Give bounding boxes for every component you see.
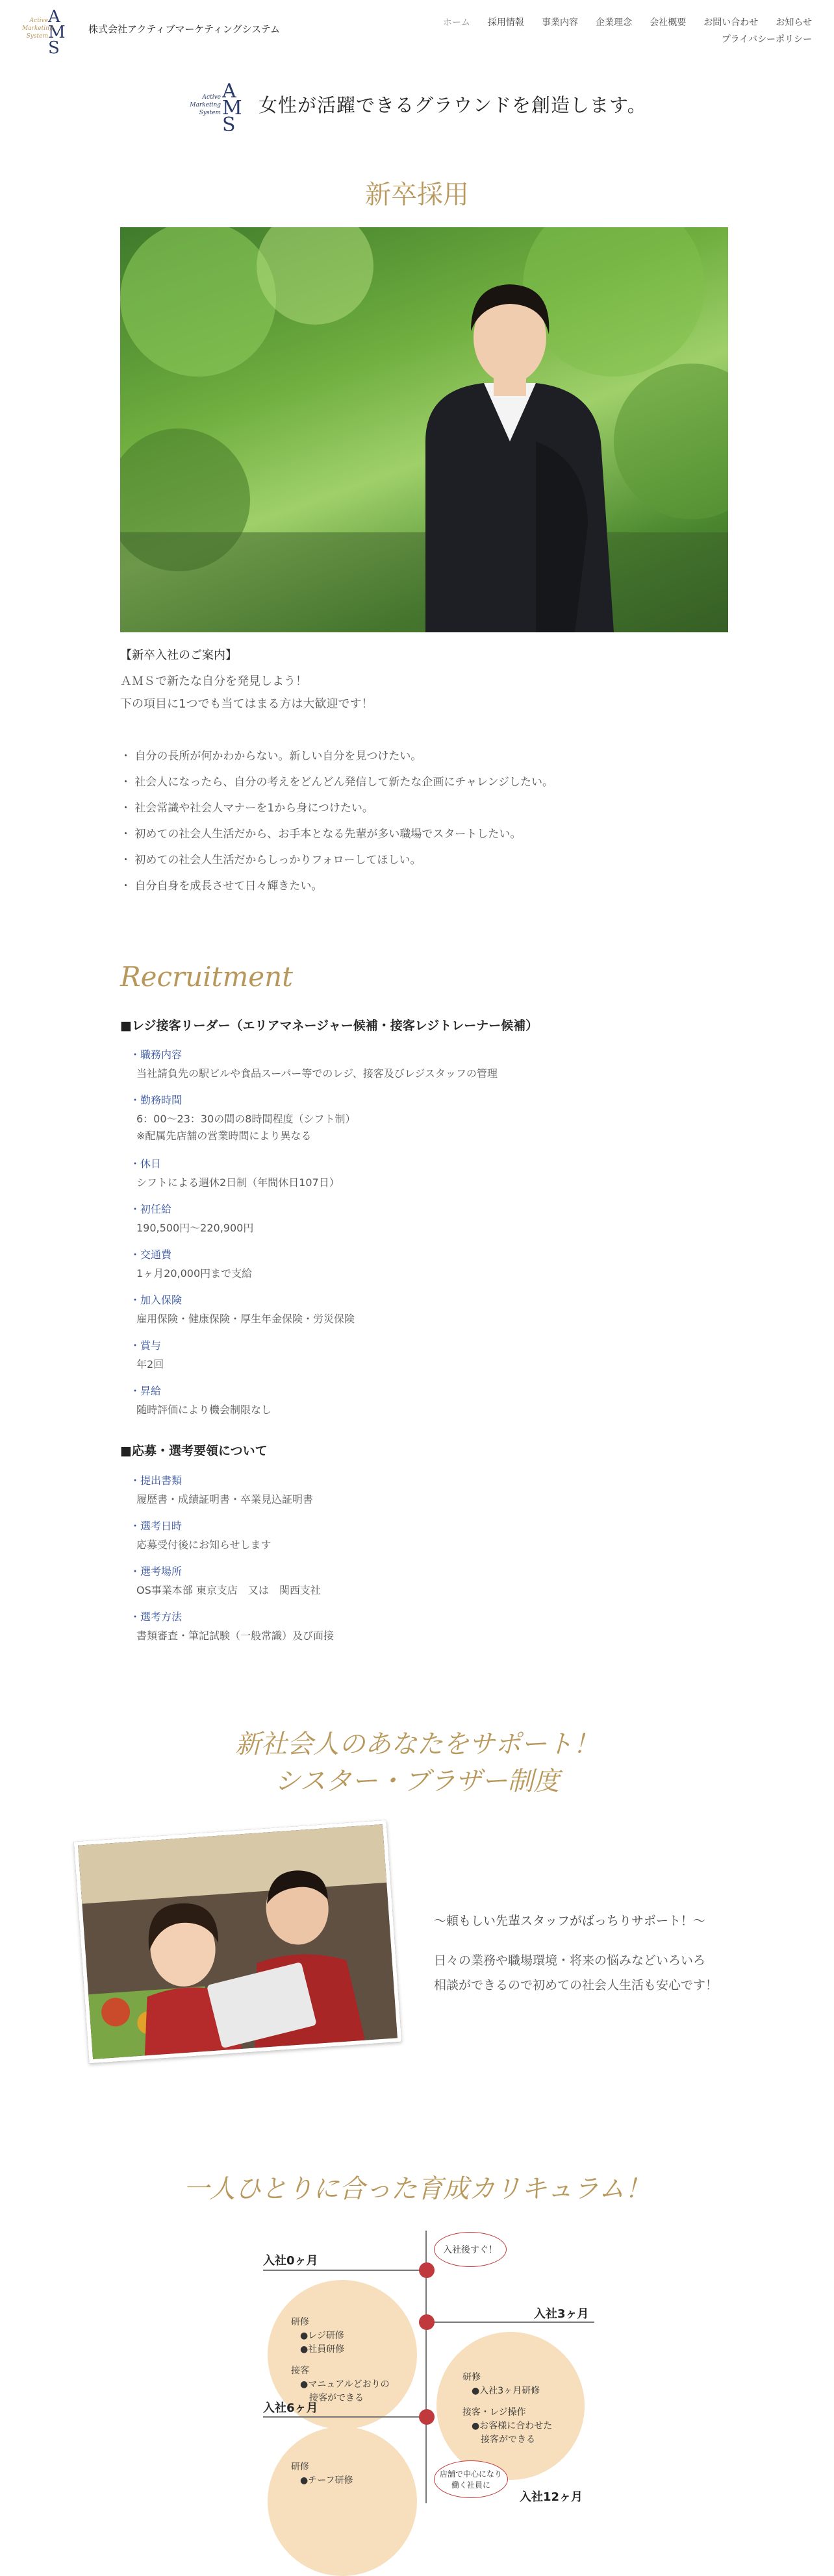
- apply-value: OS事業本部 東京支店 又は 関西支社: [136, 1584, 321, 1596]
- apply-item: [130, 1472, 714, 1518]
- job-heading: ■レジ接客リーダー（エリアマネージャー候補・接客レジトレーナー候補）: [120, 1019, 538, 1033]
- milestone-3: 入社3ヶ月: [534, 2307, 589, 2321]
- apply-label: ・選考日時: [130, 1520, 183, 1532]
- job-item: [130, 1046, 714, 1092]
- milestone-0-line: [263, 2270, 425, 2271]
- hero-logo-word-system: System: [199, 110, 221, 116]
- hero-logo-letters: AMS: [222, 80, 242, 136]
- job-item: [130, 1383, 714, 1428]
- bubble-1-text: 入社後すぐ！: [443, 2245, 498, 2255]
- job-label: ・休日: [130, 1158, 162, 1170]
- job-item: [130, 1246, 714, 1292]
- milestone-3-dot: [419, 2314, 435, 2330]
- job-value: ※配属先店舗の営業時間により異なる: [136, 1129, 312, 1142]
- hero-logo-words: [186, 93, 221, 117]
- bullet-item: ・ 自分自身を成長させて日々輝きたい。: [120, 879, 323, 893]
- hero-photo: [120, 227, 728, 632]
- milestone-6-dot: [419, 2409, 435, 2425]
- recruitment-title: Recruitment: [120, 961, 294, 993]
- job-item: [130, 1092, 714, 1156]
- c0-line: 研修: [291, 2317, 309, 2327]
- job-value: 190,500円〜220,900円: [136, 1222, 254, 1234]
- curriculum-title: 一人ひとりに合った育成カリキュラム！: [183, 2174, 651, 2204]
- milestone-0-dot: [419, 2262, 435, 2278]
- nav-privacy[interactable]: プライバシーポリシー: [721, 34, 812, 45]
- curriculum-circle-6: [268, 2427, 417, 2576]
- apply-heading: ■応募・選考要領について: [120, 1444, 268, 1458]
- nav-company[interactable]: 会社概要: [650, 18, 687, 28]
- job-label: ・職務内容: [130, 1048, 183, 1061]
- staff-training-illustration: [78, 1824, 398, 2059]
- intro-line-2: 下の項目に1つでも当てはまる方は大歓迎です！: [120, 697, 373, 711]
- main-nav: [429, 16, 812, 29]
- c6-line: ●チーフ研修: [291, 2475, 353, 2486]
- apply-item: [130, 1563, 714, 1609]
- job-item: [130, 1292, 714, 1337]
- apply-value: 応募受付後にお知らせします: [136, 1539, 272, 1551]
- job-value: 当社請負先の駅ビルや食品スーパー等でのレジ、接客及びレジスタッフの管理: [136, 1067, 498, 1080]
- job-item: [130, 1156, 714, 1201]
- logo-word-marketing: Marketing: [22, 25, 53, 32]
- curriculum-0-text: [291, 2316, 390, 2405]
- nav-contact[interactable]: お問い合わせ: [703, 18, 759, 28]
- job-value: 雇用保険・健康保険・厚生年金保険・労災保険: [136, 1313, 355, 1325]
- logo-words: [22, 17, 53, 40]
- job-label: ・加入保険: [130, 1294, 183, 1306]
- woman-in-suit-illustration: [120, 227, 728, 632]
- c3-line: 研修: [462, 2372, 481, 2383]
- curriculum-3-text: [462, 2371, 552, 2447]
- c3-spacer: [462, 2398, 552, 2406]
- logo-letters: AMS: [48, 7, 64, 58]
- nav-second-row: [707, 32, 812, 45]
- sister-subhead: 〜頼もしい先輩スタッフがばっちりサポート！〜: [434, 1914, 706, 1928]
- c3-line: 接客・レジ操作: [462, 2407, 526, 2418]
- milestone-3-line: [427, 2322, 594, 2323]
- c6-line: 研修: [291, 2462, 309, 2472]
- job-label: ・勤務時間: [130, 1094, 183, 1106]
- c0-line: ●マニュアルどおりの: [291, 2379, 390, 2390]
- c0-line: 接客: [291, 2366, 309, 2376]
- bullet-item: ・ 社会人になったら、自分の考えをどんどん発信して新たな企画にチャレンジしたい。: [120, 775, 554, 789]
- job-label: ・交通費: [130, 1248, 172, 1261]
- logo-word-active: Active: [29, 18, 48, 24]
- apply-item: [130, 1518, 714, 1563]
- hero-logo-word-marketing: Marketing: [190, 102, 221, 108]
- curriculum-6-text: [291, 2460, 353, 2494]
- logo-word-system: System: [26, 33, 48, 40]
- bubble-1: [434, 2232, 507, 2267]
- c0-spacer: [291, 2357, 390, 2364]
- milestone-12: 入社12ヶ月: [520, 2490, 583, 2504]
- apply-value: 履歴書・成績証明書・卒業見込証明書: [136, 1493, 314, 1505]
- hero-logo: [186, 80, 257, 136]
- bullet-item: ・ 社会常識や社会人マナーを1から身につけたい。: [120, 801, 373, 815]
- job-items: [130, 1046, 714, 1428]
- nav-home[interactable]: ホーム: [442, 18, 470, 28]
- c0-line: ●レジ研修: [291, 2331, 344, 2341]
- nav-business[interactable]: 事業内容: [542, 18, 579, 28]
- milestone-6-line: [263, 2416, 425, 2418]
- intro-heading: 【新卒入社のご案内】: [120, 649, 237, 662]
- bullet-item: ・ 初めての社会人生活だから、お手本となる先輩が多い職場でスタートしたい。: [120, 827, 522, 841]
- c6-spacer: [291, 2488, 353, 2494]
- sister-text-line-1: 日々の業務や職場環境・将来の悩みなどいろいろ: [434, 1953, 706, 1968]
- company-name[interactable]: 株式会社アクティブマーケティングシステム: [88, 23, 281, 35]
- bubble-2-line-1: 店舗で中心になり: [439, 2470, 502, 2479]
- bullet-list: [120, 744, 553, 900]
- milestone-0: 入社0ヶ月: [263, 2254, 318, 2268]
- job-value: 随時評価により機会制限なし: [136, 1404, 272, 1416]
- sister-text-line-2: 相談ができるので初めての社会人生活も安心です！: [434, 1978, 718, 1992]
- job-item: [130, 1201, 714, 1246]
- support-photo: [74, 1820, 402, 2064]
- job-value: 1ヶ月20,000円まで支給: [136, 1267, 253, 1280]
- sister-title-line2: シスター・ブラザー制度: [274, 1766, 560, 1796]
- bubble-2: [434, 2460, 508, 2498]
- job-value: 年2回: [136, 1358, 164, 1370]
- c0-line: ●社員研修: [291, 2344, 345, 2355]
- hero-logo-word-active: Active: [202, 94, 221, 101]
- nav-news[interactable]: お知らせ: [776, 18, 812, 28]
- intro-line-1: ＡＭＳで新たな自分を発見しよう！: [120, 675, 307, 688]
- c0-line: 接客ができる: [291, 2393, 364, 2403]
- job-label: ・賞与: [130, 1339, 162, 1352]
- apply-items: [130, 1472, 714, 1654]
- apply-label: ・選考場所: [130, 1565, 183, 1578]
- shinsotsu-title: 新卒採用: [365, 180, 469, 210]
- sister-title-line1: 新社会人のあなたをサポート！: [235, 1729, 599, 1759]
- job-label: ・昇給: [130, 1385, 162, 1397]
- milestone-6: 入社6ヶ月: [263, 2401, 318, 2415]
- c3-line: ●入社3ヶ月研修: [462, 2386, 540, 2396]
- nav-philosophy[interactable]: 企業理念: [596, 18, 633, 28]
- site-logo[interactable]: [22, 7, 79, 58]
- apply-item: [130, 1609, 714, 1654]
- apply-label: ・選考方法: [130, 1611, 183, 1623]
- c3-line: ●お客様に合わせた: [462, 2421, 553, 2431]
- apply-label: ・提出書類: [130, 1474, 183, 1487]
- job-value: 6：00〜23：30の間の8時間程度（シフト制）: [136, 1113, 356, 1125]
- bullet-item: ・ 自分の長所が何かわからない。新しい自分を見つけたい。: [120, 750, 422, 763]
- job-label: ・初任給: [130, 1203, 172, 1215]
- hero-tagline: 女性が活躍できるグラウンドを創造します。: [259, 94, 647, 116]
- bubble-2-line-2: 働く社員に: [451, 2481, 490, 2490]
- job-value: シフトによる週休2日制（年間休日107日）: [136, 1176, 340, 1189]
- c3-line: 接客ができる: [462, 2434, 535, 2445]
- nav-recruit[interactable]: 採用情報: [487, 18, 524, 28]
- apply-value: 書類審査・筆記試験（一般常識）及び面接: [136, 1629, 335, 1642]
- job-item: [130, 1337, 714, 1383]
- bullet-item: ・ 初めての社会人生活だからしっかりフォローしてほしい。: [120, 853, 422, 867]
